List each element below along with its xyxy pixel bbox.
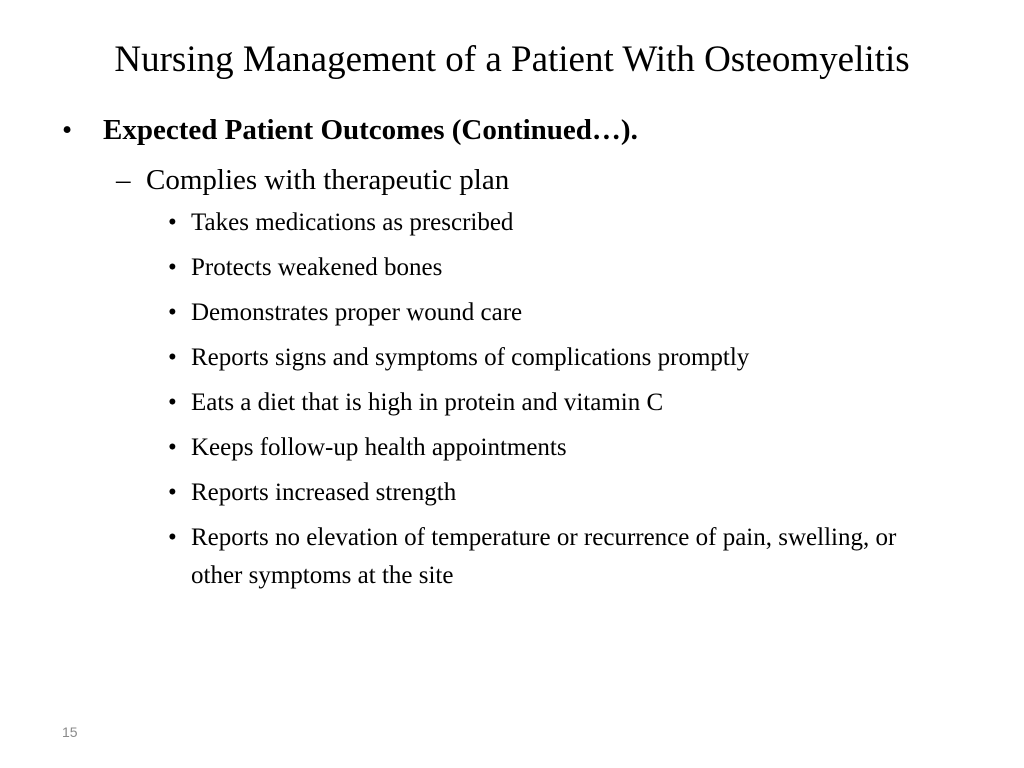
slide-title: Nursing Management of a Patient With Osteomyelitis [114, 39, 910, 80]
bullet-icon: • [168, 344, 177, 371]
slide-number: 15 [62, 724, 78, 740]
list-item [0, 206, 1024, 251]
list-item-text: Protects weakened bones [191, 254, 443, 281]
dash-bullet-icon: – [116, 164, 131, 196]
bullet-icon: • [168, 434, 177, 461]
list-item [0, 521, 1024, 597]
list-item [0, 341, 1024, 386]
list-item-text: Reports signs and symptoms of complications promptly [191, 344, 750, 371]
list-item [0, 386, 1024, 431]
outcomes-heading: Expected Patient Outcomes (Continued…). [103, 114, 638, 146]
bullet-icon: • [168, 209, 177, 236]
bullet-icon: • [62, 114, 73, 146]
bullet-icon: • [168, 299, 177, 326]
slide-content [0, 110, 1024, 597]
list-item-text: Reports no elevation of temperature or recurrence of pain, swelling, or other symptoms at the site [191, 524, 897, 589]
bullet-icon: • [168, 479, 177, 506]
bullet-icon: • [168, 389, 177, 416]
list-item-text: Eats a diet that is high in protein and vitamin C [191, 389, 664, 416]
list-item-text: Keeps follow-up health appointments [191, 434, 567, 461]
list-item [0, 296, 1024, 341]
list-item [0, 476, 1024, 521]
bullet-icon: • [168, 524, 177, 551]
bullet-icon: • [168, 254, 177, 281]
list-item [0, 431, 1024, 476]
therapeutic-plan-item [0, 158, 1024, 206]
therapeutic-plan-text: Complies with therapeutic plan [146, 164, 510, 196]
list-item-text: Reports increased strength [191, 479, 457, 506]
list-item [0, 251, 1024, 296]
list-item-text: Demonstrates proper wound care [191, 299, 523, 326]
outcomes-heading-item [0, 110, 1024, 150]
list-item-text: Takes medications as prescribed [191, 209, 514, 236]
outcome-list [0, 206, 1024, 597]
